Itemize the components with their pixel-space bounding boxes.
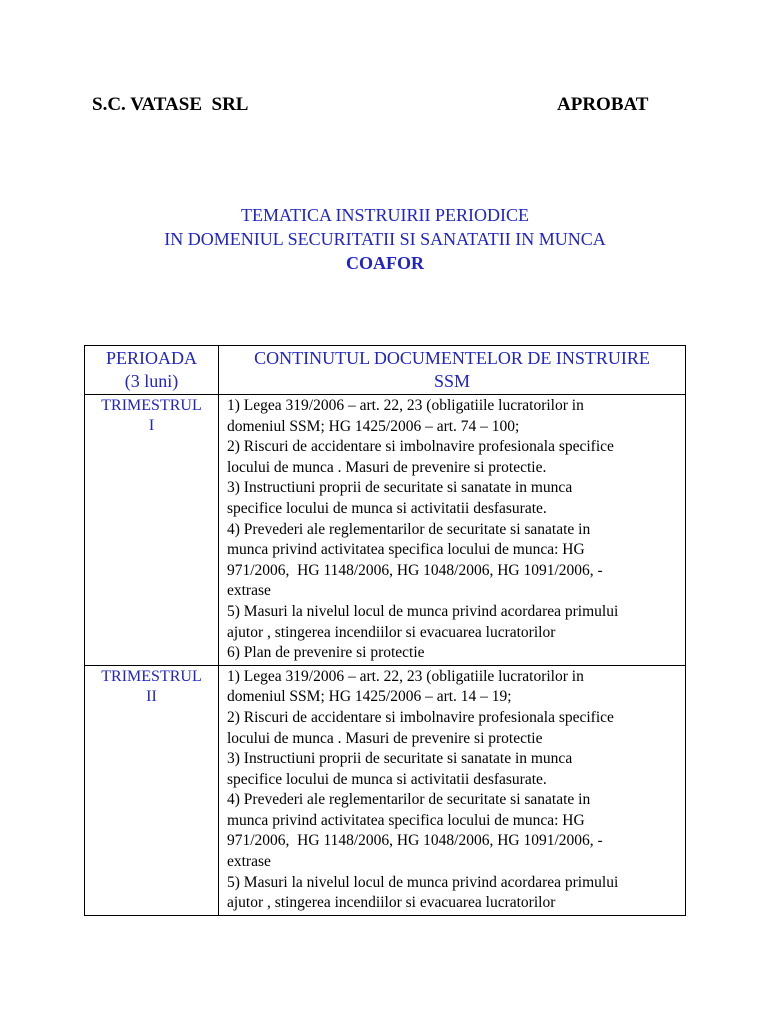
header-period-line: (3 luni): [124, 371, 179, 391]
period-cell: [85, 395, 219, 666]
content-line: specifice locului de munca si activitatii desfasurate.: [227, 499, 547, 517]
content-line: locului de munca . Masuri de prevenire si protectie: [227, 729, 543, 747]
period-number: II: [146, 687, 157, 705]
title-line-2: IN DOMENIUL SECURITATII SI SANATATII IN MUNCA: [164, 229, 606, 249]
content-line: specifice locului de munca si activitatii desfasurate.: [227, 770, 547, 788]
content-line: 971/2006, HG 1148/2006, HG 1048/2006, HG 1091/2006, -: [227, 832, 603, 850]
content-line: ajutor , stingerea incendiilor si evacuarea lucratorilor: [227, 623, 556, 641]
content-line: 2) Riscuri de accidentare si imbolnavire profesionala specifice: [227, 438, 614, 456]
training-table: [84, 345, 686, 916]
content-cell: [219, 665, 686, 915]
content-line: 1) Legea 319/2006 – art. 22, 23 (obligatiile lucratorilor in: [227, 667, 584, 685]
approved-label: APROBAT: [557, 94, 649, 115]
header-content: [219, 346, 686, 395]
content-line: extrase: [227, 853, 271, 871]
header-content-line: SSM: [433, 371, 471, 391]
content-line: locului de munca . Masuri de prevenire si protectie.: [227, 458, 547, 476]
table-header-row: [85, 346, 686, 395]
content-line: 3) Instructiuni proprii de securitate si sanatate in munca: [227, 479, 573, 497]
header-period-line: PERIOADA: [105, 348, 197, 368]
content-line: munca privind activitatea specifica locului de munca: HG: [227, 541, 585, 559]
content-line: 3) Instructiuni proprii de securitate si sanatate in munca: [227, 750, 573, 768]
content-line: ajutor , stingerea incendiilor si evacuarea lucratorilor: [227, 894, 556, 912]
period-label: TRIMESTRUL: [101, 397, 202, 414]
header-period: [85, 346, 219, 395]
period-number: I: [148, 417, 155, 434]
content-line: 4) Prevederi ale reglementarilor de securitate si sanatate in: [227, 520, 591, 538]
table-row: [85, 395, 686, 666]
content-line: 2) Riscuri de accidentare si imbolnavire profesionala specifice: [227, 708, 614, 726]
period-label: TRIMESTRUL: [101, 667, 202, 685]
content-line: 5) Masuri la nivelul locul de munca privind acordarea primului: [227, 602, 619, 620]
content-cell: [219, 395, 686, 666]
content-line: 4) Prevederi ale reglementarilor de securitate si sanatate in: [227, 791, 591, 809]
title-line-1: TEMATICA INSTRUIRII PERIODICE: [241, 205, 529, 225]
content-line: 1) Legea 319/2006 – art. 22, 23 (obligatiile lucratorilor in: [227, 397, 584, 414]
content-line: extrase: [227, 582, 271, 600]
title-line-3: COAFOR: [346, 253, 424, 273]
header-content-line: CONTINUTUL DOCUMENTELOR DE INSTRUIRE: [254, 348, 650, 368]
content-line: munca privind activitatea specifica locului de munca: HG: [227, 811, 585, 829]
company-name: S.C. VATASE SRL: [92, 94, 249, 115]
content-line: domeniul SSM; HG 1425/2006 – art. 74 – 100;: [227, 417, 520, 435]
document-title: [60, 203, 710, 275]
content-line: 5) Masuri la nivelul locul de munca privind acordarea primului: [227, 873, 619, 891]
content-line: 6) Plan de prevenire si protectie: [227, 644, 425, 662]
content-line: domeniul SSM; HG 1425/2006 – art. 14 – 19;: [227, 688, 512, 706]
table-row: [85, 665, 686, 915]
content-line: 971/2006, HG 1148/2006, HG 1048/2006, HG 1091/2006, -: [227, 561, 603, 579]
period-cell: [85, 665, 219, 915]
